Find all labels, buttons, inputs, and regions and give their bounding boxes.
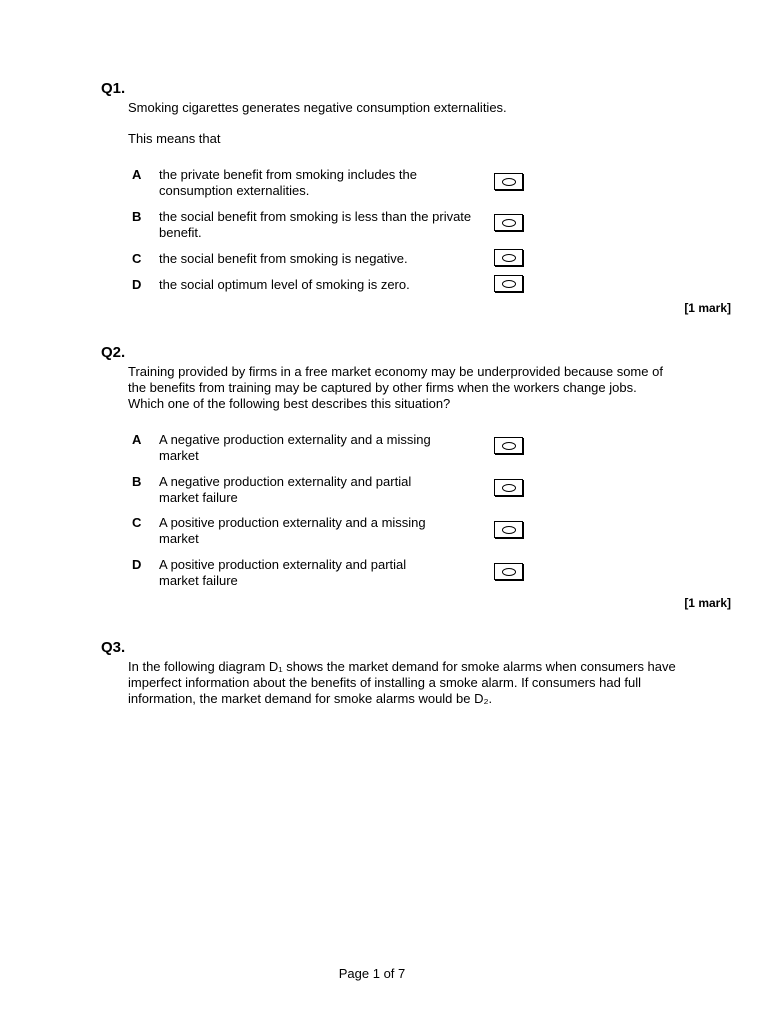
- answer-oval-icon: [502, 254, 516, 262]
- q2-stem: Training provided by firms in a free market economy may be underprovided because some of the benefits from training may be captured by other firms when the workers change jobs. Which one of the following best describes this situation?: [128, 364, 663, 411]
- q2-option-d-answer-box[interactable]: [494, 563, 523, 580]
- q2-option-a-answer-box[interactable]: [494, 437, 523, 454]
- q1-option-b-answer-box[interactable]: [494, 214, 523, 231]
- answer-oval-icon: [502, 526, 516, 534]
- answer-oval-icon: [502, 280, 516, 288]
- q2-option-b-text: A negative production externality and partial market failure: [159, 474, 412, 505]
- q1-option-c-letter: C: [132, 251, 142, 266]
- q2-option-d-letter: D: [132, 557, 142, 572]
- q1-option-a-text: the private benefit from smoking includes the consumption externalities.: [159, 167, 417, 198]
- q2-option-b-letter: B: [132, 474, 142, 489]
- q3-title: Q3.: [101, 639, 126, 656]
- q1-option-d-text: the social optimum level of smoking is zero.: [159, 277, 410, 292]
- q2-marks: [1 mark]: [684, 596, 731, 610]
- q2-option-a-text: A negative production externality and a missing market: [159, 432, 431, 463]
- answer-oval-icon: [502, 178, 516, 186]
- answer-oval-icon: [502, 442, 516, 450]
- q1-option-a-letter: A: [132, 167, 142, 182]
- q2-option-c-text: A positive production externality and a missing market: [159, 515, 426, 546]
- q1-option-c-text: the social benefit from smoking is negative.: [159, 251, 408, 266]
- q1-option-d-answer-box[interactable]: [494, 275, 523, 292]
- q2-title: Q2.: [101, 344, 126, 361]
- q1-lead: This means that: [128, 131, 221, 146]
- q1-option-b-text: the social benefit from smoking is less than the private benefit.: [159, 209, 472, 240]
- q2-option-c-answer-box[interactable]: [494, 521, 523, 538]
- q1-marks: [1 mark]: [684, 301, 731, 315]
- q2-option-c-letter: C: [132, 515, 142, 530]
- q1-stem: Smoking cigarettes generates negative consumption externalities.: [128, 100, 507, 115]
- q1-option-d-letter: D: [132, 277, 142, 292]
- page-number: Page 1 of 7: [338, 966, 406, 981]
- q1-option-c-answer-box[interactable]: [494, 249, 523, 266]
- q1-option-b-letter: B: [132, 209, 142, 224]
- q1-title: Q1.: [101, 80, 126, 97]
- q2-option-d-text: A positive production externality and partial market failure: [159, 557, 407, 588]
- q2-option-b-answer-box[interactable]: [494, 479, 523, 496]
- q2-option-a-letter: A: [132, 432, 142, 447]
- answer-oval-icon: [502, 219, 516, 227]
- answer-oval-icon: [502, 484, 516, 492]
- q3-stem: In the following diagram D₁ shows the market demand for smoke alarms when consumers have imperfect information about the benefits of installing a smoke alarm. If consumers had full information, the market demand for smoke alarms would be D₂.: [128, 659, 676, 706]
- answer-oval-icon: [502, 568, 516, 576]
- q1-option-a-answer-box[interactable]: [494, 173, 523, 190]
